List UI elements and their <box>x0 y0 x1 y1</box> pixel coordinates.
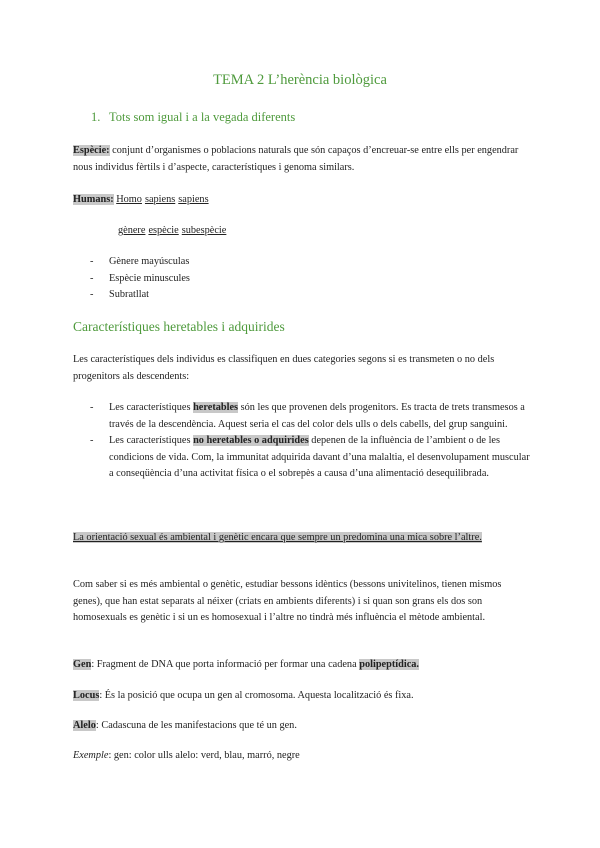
alelo-term: Alelo <box>73 720 96 731</box>
especie-text: conjunt d’organismes o poblacions naturals que són capaços d’encreuar-se entre ells per engendrar nous individus fèrtils i d’aspecte, característiques i genoma similars. <box>73 145 519 173</box>
humans-word-subspecies: sapiens <box>178 194 209 205</box>
section-1-number: 1. <box>91 110 101 124</box>
list-item: - Les característiques heretables són les que provenen dels progenitors. Es tracta de trets transmesos a través de la descendència. Aquest seria el cas del color dels ulls o dels cabells, del grup sanguini. <box>90 402 525 430</box>
polipeptidica-term: polipeptídica. <box>359 659 420 670</box>
list-item: - Subratllat <box>90 289 150 300</box>
especie-term: Espècie: <box>73 145 110 156</box>
locus-term: Locus <box>73 690 100 701</box>
label-especie: espècie <box>148 225 179 236</box>
list-item: - Gènere mayúsculas <box>90 256 190 267</box>
orientacio-text: La orientació sexual és ambiental i genètic encara que sempre un predomina una mica sobre l’altre. <box>73 532 482 543</box>
section-1-heading <box>91 109 295 126</box>
rule-text: Subratllat <box>109 289 150 300</box>
exemple-label: Exemple <box>73 750 109 761</box>
alelo-definition <box>73 718 528 735</box>
rule-text: Gènere mayúsculas <box>109 256 190 267</box>
rule-text: Espècie minuscules <box>109 272 190 284</box>
naming-rules-list <box>73 254 533 304</box>
adquirides-term: no heretables o adquirides <box>193 435 309 446</box>
bullet-text: són les que provenen dels progenitors. Es tracta de trets transmesos a través de la descendència. Aquest seria el cas del color dels ulls o dels cabells, del grup sanguini. <box>109 402 525 430</box>
locus-definition <box>73 688 528 705</box>
list-item: - Espècie minuscules <box>90 272 190 284</box>
locus-text: : És la posició que ocupa un gen al cromosoma. Aquesta localització és fixa. <box>99 690 414 701</box>
label-genere: gènere <box>118 225 146 236</box>
gen-term: Gen <box>73 659 92 670</box>
orientacio-paragraph <box>73 530 528 547</box>
especie-definition <box>73 143 528 176</box>
exemple-text: : gen: color ulls alelo: verd, blau, marró, negre <box>108 750 300 761</box>
humans-term: Humans: <box>73 194 114 205</box>
section-1-title: Tots som igual i a la vegada diferents <box>109 110 296 124</box>
com-saber-paragraph: Com saber si es més ambiental o genètic, estudiar bessons idèntics (bessons univitelinos, tienen mismos genes), que han estat separats al néixer (criats en ambients diferents) i si quan son grans els dos son homosexuals es genètic i si un es homosexual i l’altre no tindrà més influència el mètode ambiental. <box>73 579 502 623</box>
exemple-line <box>73 748 528 765</box>
heretables-term: heretables <box>193 402 239 413</box>
humans-word-genus: Homo <box>116 194 142 205</box>
label-subespecie: subespècie <box>181 225 227 236</box>
page-title: TEMA 2 L’herència biològica <box>213 72 387 88</box>
bullet-text: Les característiques <box>109 402 194 413</box>
bullet-text: Les característiques <box>109 435 194 446</box>
humans-word-species: sapiens <box>144 194 176 205</box>
gen-definition <box>73 657 528 674</box>
alelo-text: : Cadascuna de les manifestacions que té un gen. <box>95 720 297 731</box>
intro-paragraph: Les característiques dels individus es classifiquen en dues categories segons si es transmeten o no dels progenitors als descendents: <box>73 354 495 382</box>
gen-text: : Fragment de DNA que porta informació per formar una cadena <box>91 659 360 670</box>
list-item: - Les característiques no heretables o adquirides depenen de la influència de l’ambient o de les condicions de vida. Com, la immunitat adquirida davant d’una malaltia, el desenvolupament muscular a conseqüència d’una activitat física o el sobrepès a causa d’una alimentació desequilibrada. <box>90 435 530 479</box>
humans-labels <box>118 223 573 240</box>
humans-line <box>73 192 528 209</box>
bullet-text: depenen de la influència de l’ambient o de les condicions de vida. Com, la immunitat adquirida davant d’una malaltia, el desenvolupament muscular a conseqüència d’una activitat física o el sobrepès a causa d’una alimentació desequilibrada. <box>109 435 530 479</box>
section-2-heading: Característiques heretables i adquirides <box>73 319 285 334</box>
characteristics-list <box>73 400 533 483</box>
